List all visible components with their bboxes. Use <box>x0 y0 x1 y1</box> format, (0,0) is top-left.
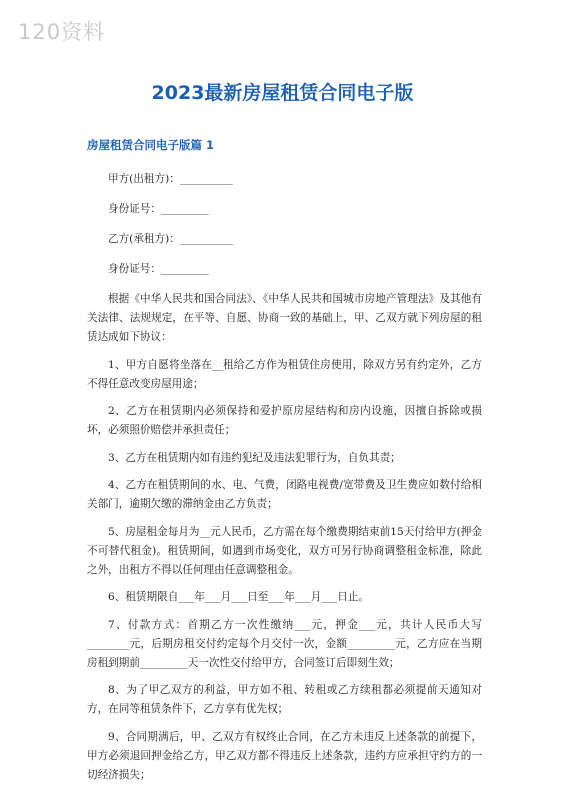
lessee-field: 乙方(承租方)：__________ <box>108 233 233 245</box>
preamble-paragraph: 根据《中华人民共和国合同法》、《中华人民共和国城市房地产管理法》及其他有关法律、法规规定，在平等、自愿、协商一致的基础上，甲、乙双方就下列房屋的租赁达成如下协议： <box>87 293 482 343</box>
lessor-field: 甲方(出租方)：__________ <box>108 173 233 185</box>
lessor-id-field: 身份证号：_________ <box>108 203 209 215</box>
clause-2: 2、乙方在租赁期内必须保持和爱护原房屋结构和房内设施，因擅自拆除或损坏，必须照价赔偿并承担责任； <box>87 405 482 436</box>
watermark: 120资料 <box>18 20 106 44</box>
clause-1: 1、甲方自愿将坐落在__租给乙方作为租赁住房使用，除双方另有约定外，乙方不得任意改变房屋用途； <box>87 358 482 390</box>
clause-4: 4、乙方在租赁期间的水、电、气费，闭路电视费/宽带费及卫生费应如数付给相关部门，逾期欠缴的滞纳金由乙方负责； <box>87 479 482 510</box>
lessee-id-field: 身份证号：_________ <box>108 263 209 275</box>
clause-3: 3、乙方在租赁期内如有违约犯纪及违法犯罪行为，自负其责； <box>108 451 401 464</box>
clause-7: 7、付款方式：首期乙方一次性缴纳___元，押金___元，共计人民币大写________元，后期房租交付约定每个月交付一次，金额_________元，乙方应在当期房租到期前_________天一次性交付给甲方，合同签订后即刻生效； <box>87 618 482 669</box>
contract-body <box>87 170 482 793</box>
section-heading: 房屋租赁合同电子版篇 1 <box>87 138 215 152</box>
clause-5: 5、房屋租金每月为__元人民币，乙方需在每个缴费期结束前15天付给甲方(押金不可替代租金)。租赁期间，如遇到市场变化，双方可另行协商调整租金标准，除此之外，出租方不得以任何理由任意调整租金。 <box>87 525 482 576</box>
clause-6: 6、租赁期限自___年___月___日至___年___月___日止。 <box>108 591 369 603</box>
clause-9: 9、合同期满后，甲、乙双方有权终止合同，在乙方未违反上述条款的前提下，甲方必须退回押金给乙方，甲乙双方都不得违反上述条款，违约方应承担守约方的一切经济损失； <box>87 730 482 781</box>
clause-8: 8、为了甲乙双方的利益，甲方如不租、转租或乙方续租都必须提前天通知对方，在同等租赁条件下，乙方享有优先权； <box>87 684 482 715</box>
document-title: 2023最新房屋租赁合同电子版 <box>151 82 414 104</box>
